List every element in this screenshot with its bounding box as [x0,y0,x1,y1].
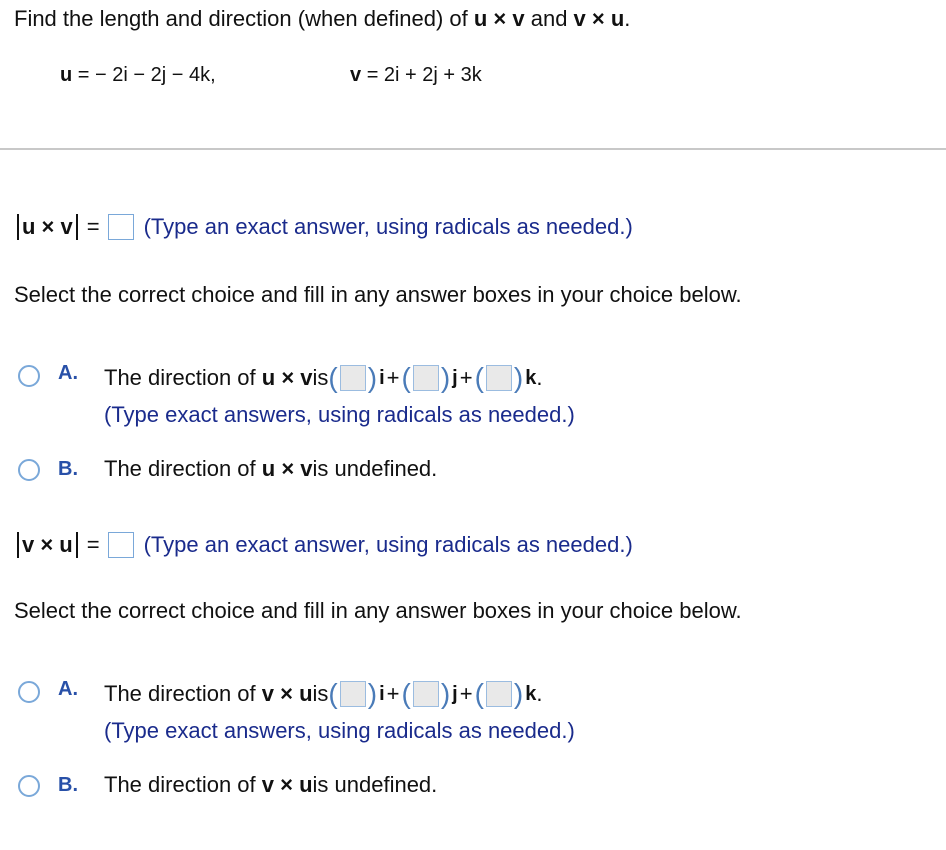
question-expr-uxv: u × v [473,6,525,31]
option-a-hint-1: (Type exact answers, using radicals as needed.) [104,402,575,427]
paren-open-icon: ( [328,362,338,393]
radio-option-b-1[interactable] [18,459,40,481]
unit-k: k [525,682,537,705]
question-expr-vxu: v × u [573,6,625,31]
paren-open-icon: ( [328,678,338,709]
option-a-letter-2: A. [58,678,78,700]
unit-k: k [525,366,537,389]
radio-option-a-1[interactable] [18,365,40,387]
magnitude-uxv-hint: (Type an exact answer, using radicals as needed.) [143,214,633,239]
option-a-hint-2: (Type exact answers, using radicals as needed.) [104,718,575,743]
option-b-text-2 [104,772,437,798]
plus-sign: + [386,365,400,390]
magnitude-vxu-row [14,532,633,558]
select-instruction-2: Select the correct choice and fill in any answer boxes in your choice below. [14,598,742,623]
vector-v-definition [350,64,482,87]
option-a-prefix: The direction of [104,681,256,706]
v-label: v [350,64,362,86]
unit-j: j [452,366,458,389]
option-a-prefix: The direction of [104,365,256,390]
equals-sign: = [86,214,100,239]
paren-open-icon: ( [401,678,411,709]
direction-i-input-2[interactable] [340,681,366,707]
option-a-is: is [312,681,329,706]
direction-j-input-1[interactable] [413,365,439,391]
direction-j-input-2[interactable] [413,681,439,707]
option-b-text-1 [104,456,437,482]
magnitude-vxu-hint: (Type an exact answer, using radicals as needed.) [143,532,633,557]
option-a-text-2 [104,680,542,708]
u-rhs: = − 2i − 2j − 4k, [77,64,216,86]
vector-u-definition [60,64,216,87]
option-a-is: is [312,365,329,390]
radio-option-b-2[interactable] [18,775,40,797]
abs-bar-left [17,532,19,558]
paren-open-icon: ( [401,362,411,393]
option-b-vec: u × v [261,456,313,481]
question-text [14,6,630,32]
u-label: u [60,64,73,86]
option-a-letter-1: A. [58,362,78,384]
option-b-letter-2: B. [58,774,78,796]
magnitude-vxu-label: v × u [22,532,73,557]
question-mid: and [524,6,574,31]
paren-close-icon: ) [513,678,524,709]
abs-bar-left [17,214,19,240]
magnitude-uxv-label: u × v [22,214,73,239]
option-b-prefix: The direction of [104,456,256,481]
option-b-vec: v × u [261,772,313,797]
unit-i: i [379,366,385,389]
unit-j: j [452,682,458,705]
abs-bar-right [76,532,78,558]
select-instruction-1: Select the correct choice and fill in any answer boxes in your choice below. [14,282,742,307]
abs-bar-right [76,214,78,240]
equals-sign: = [86,532,100,557]
direction-k-input-2[interactable] [486,681,512,707]
paren-close-icon: ) [367,362,378,393]
magnitude-uxv-row [14,214,633,240]
magnitude-vxu-input[interactable] [108,532,134,558]
direction-k-input-1[interactable] [486,365,512,391]
paren-close-icon: ) [440,362,451,393]
period: . [536,681,543,706]
option-b-suffix: is undefined. [312,456,438,481]
plus-sign: + [459,365,473,390]
unit-i: i [379,682,385,705]
radio-option-a-2[interactable] [18,681,40,703]
option-b-suffix: is undefined. [312,772,438,797]
option-a-vec: v × u [261,681,313,706]
option-a-vec: u × v [261,365,313,390]
direction-i-input-1[interactable] [340,365,366,391]
option-b-prefix: The direction of [104,772,256,797]
plus-sign: + [459,681,473,706]
v-rhs: = 2i + 2j + 3k [366,64,482,86]
paren-open-icon: ( [474,362,484,393]
question-prefix: Find the length and direction (when defined) of [14,6,474,31]
paren-close-icon: ) [440,678,451,709]
option-b-letter-1: B. [58,458,78,480]
divider [0,148,946,150]
paren-close-icon: ) [367,678,378,709]
magnitude-uxv-input[interactable] [108,214,134,240]
period: . [536,365,543,390]
question-suffix: . [624,6,631,31]
paren-open-icon: ( [474,678,484,709]
paren-close-icon: ) [513,362,524,393]
plus-sign: + [386,681,400,706]
option-a-text-1 [104,364,542,392]
